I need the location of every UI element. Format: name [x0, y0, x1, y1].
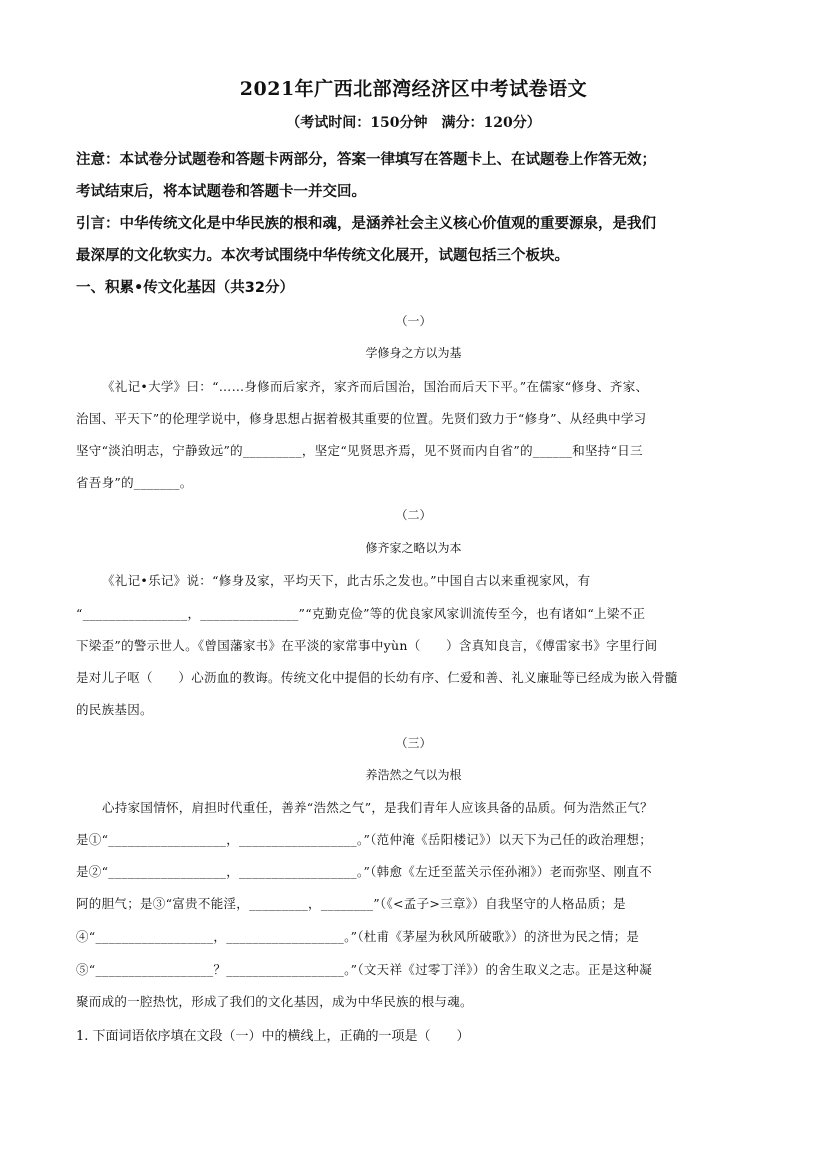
- paragraph-line: 是②“__________________，__________________。”（韩愈《左迁至蓝关示侄孙湘》）老而弥坚、刚直不: [76, 864, 653, 879]
- paragraph-line: 《礼记•乐记》说：“修身及家，平均天下，此古乐之发也。”中国自古以来重视家风，有: [102, 573, 591, 588]
- paragraph-line: 阿的胆气；是③“富贵不能淫，_________，________”（《<孟子>三章》）自我坚守的人格品质；是: [76, 896, 626, 911]
- paragraph-line: 省吾身”的_______。: [76, 475, 193, 490]
- paragraph-line: 坚守“淡泊明志，宁静致远”的_________，坚定“见贤思齐焉，见不贤而内自省”的______和坚持“日三: [76, 443, 643, 458]
- paragraph-line: 聚而成的一腔热忱，形成了我们的文化基因，成为中华民族的根与魂。: [76, 994, 473, 1009]
- notice-line-1: 注意：本试卷分试题卷和答题卡两部分，答案一律填写在答题卡上、在试题卷上作答无效；: [76, 152, 656, 168]
- section-heading: 一、积累•传文化基因（共32分）: [76, 280, 294, 296]
- paragraph-line: “________________，_______________”“克勤克俭”等的优良家风家训流传至今，也有诸如“上梁不正: [76, 606, 646, 621]
- paragraph-line: 的民族基因。: [76, 702, 153, 717]
- paragraph-line: ④“__________________，__________________。”（杜甫《茅屋为秋风所破歌》）的济世为民之情；是: [76, 929, 640, 944]
- intro-line-1: 引言：中华传统文化是中华民族的根和魂，是涵养社会主义核心价值观的重要源泉，是我们: [76, 216, 656, 232]
- paragraph-line: 心持家国情怀，肩担时代重任，善养“浩然之气”，是我们青年人应该具备的品质。何为浩然正气？: [102, 800, 653, 815]
- intro-line-2: 最深厚的文化软实力。本次考试围绕中华传统文化展开，试题包括三个板块。: [76, 248, 569, 264]
- exam-title: 2021年广西北部湾经济区中考试卷语文: [239, 78, 588, 100]
- paragraph-line: 《礼记•大学》曰：“……身修而后家齐，家齐而后国治，国治而后天下平。”在儒家“修身、齐家、: [102, 379, 649, 394]
- part-title: 修齐家之略以为本: [365, 541, 462, 555]
- question-1: 1. 下面词语依序填在文段（一）中的横线上，正确的一项是（ ）: [76, 1029, 470, 1044]
- notice-line-2: 考试结束后，将本试题卷和答题卡一并交回。: [76, 184, 366, 200]
- part-title: 养浩然之气以为根: [365, 768, 462, 782]
- part-number: （三）: [395, 736, 432, 750]
- paragraph-line: 治国、平天下”的伦理学说中，修身思想占据着极其重要的位置。先贤们致力于“修身”、从经典中学习: [76, 411, 647, 426]
- exam-subtitle: （考试时间：150分钟 满分：120分）: [286, 115, 541, 131]
- part-title: 学修身之方以为基: [365, 346, 462, 360]
- paragraph-line: 下梁歪”的警示世人。《曾国藩家书》在平淡的家常事中yùn（ ）含真知良言，《傅雷家书》字里行间: [76, 638, 658, 653]
- paragraph-line: 是①“__________________，__________________。”（范仲淹《岳阳楼记》）以天下为己任的政治理想；: [76, 832, 653, 847]
- paragraph-line: ⑤“__________________？__________________。”（文天祥《过零丁洋》）的舍生取义之志。正是这种凝: [76, 962, 653, 977]
- part-number: （一）: [395, 314, 432, 328]
- paragraph-line: 是对儿子呕（ ）心沥血的教诲。传统文化中提倡的长幼有序、仁爱和善、礼义廉耻等已经成为嵌入骨髓: [76, 670, 678, 685]
- part-number: （二）: [395, 508, 432, 522]
